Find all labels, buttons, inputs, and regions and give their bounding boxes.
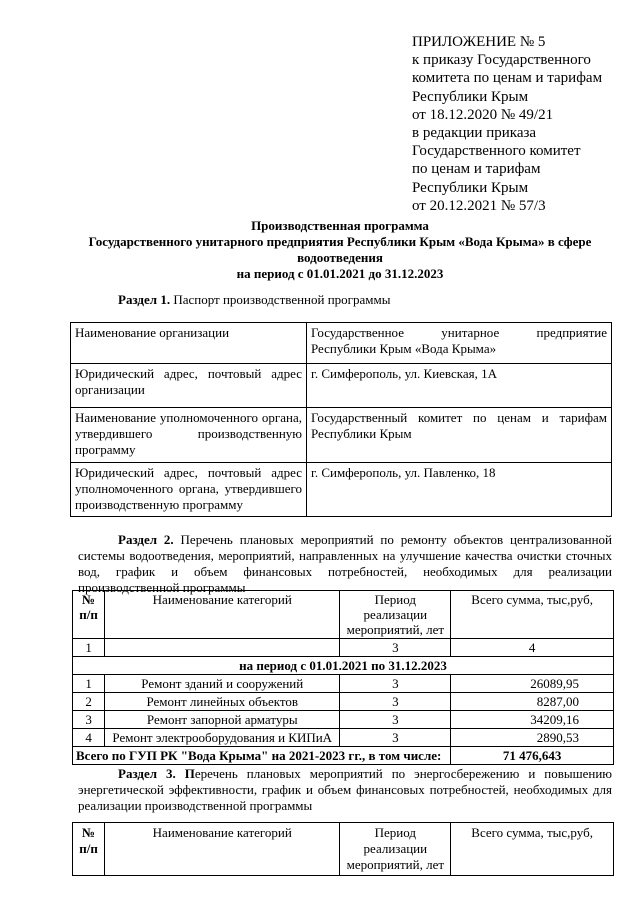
table-period-row [73,657,614,675]
header-name: Наименование категорий [105,591,340,639]
row-period: 3 [340,675,451,693]
row-name: Ремонт зданий и сооружений [105,675,340,693]
row-name: Ремонт электрооборудования и КИПиА [105,729,340,747]
row-name: Ремонт линейных объектов [105,693,340,711]
passport-value-cell: Государственное унитарное предприятие Республики Крым «Вода Крыма» [307,323,612,364]
program-period: на период с 01.01.2021 до 31.12.2023 [236,266,444,281]
annex-line: в редакции приказа [412,125,537,142]
section3-text: еречень плановых мероприятий по энергосбережению и повышению энергетической эффективности, график и объем финансовых потребностей, необходимых для реализации производственной программы [78,766,612,813]
passport-name-cell: Наименование уполномоченного органа, утвердившего производственную программу [71,408,307,463]
row-name: Ремонт запорной арматуры [105,711,340,729]
table-header-row [73,591,614,639]
section3-label: Раздел 3. [118,766,176,781]
repair-plan-table [72,590,614,765]
table-index-row [73,639,614,657]
header-sum: Всего сумма, тыс,руб, [451,823,614,876]
passport-table [70,322,612,517]
total-label: Всего по ГУП РК "Вода Крыма" на 2021-2023 гг., в том числе: [73,747,451,765]
section2-text: Перечень плановых мероприятий по ремонту объектов централизованной системы водоотведения, мероприятий, направленных на улучшение качества очистки сточных вод, график и объем финансовых потребностей, необходимых для реализации производственной программы [78,532,613,595]
passport-value-cell: г. Симферополь, ул. Киевская, 1А [307,364,612,408]
header-num: № п/п [73,823,105,876]
header-sum: Всего сумма, тыс,руб, [451,591,614,639]
annex-line: Государственного комитет [412,143,581,160]
program-title: Производственная программа [251,218,429,233]
section2-heading [78,532,612,596]
row-sum: 8287,00 [451,693,614,711]
header-period: Период реализации мероприятий, лет [340,591,451,639]
section1-label: Раздел 1. [118,292,171,307]
total-value: 71 476,643 [451,747,614,765]
row-sum: 2890,53 [451,729,614,747]
annex-line: ПРИЛОЖЕНИЕ № 5 [412,34,546,50]
table-row [73,693,614,711]
passport-name-cell: Юридический адрес, почтовый адрес организации [71,364,307,408]
row-num: 1 [73,675,105,693]
program-subtitle: Государственного унитарного предприятия Республики Крым «Вода Крыма» в сфере водоотведения [88,234,592,265]
section2-label: Раздел 2. [118,532,174,547]
annex-line: Республики Крым [412,179,529,196]
program-heading [70,218,610,282]
period-cell: на период с 01.01.2021 по 31.12.2023 [73,657,614,675]
annex-line: к приказу Государственного [412,52,591,69]
row-num: 4 [73,729,105,747]
index-period: 3 [340,639,451,657]
table-row [73,729,614,747]
section3-first-letter: П [184,766,195,781]
annex-line: комитета по ценам и тарифам [412,70,603,87]
row-num: 3 [73,711,105,729]
annex-line: Республики Крым [412,88,529,105]
table-row [71,323,612,364]
header-num: № п/п [73,591,105,639]
row-sum: 34209,16 [451,711,614,729]
annex-line: от 18.12.2020 № 49/21 [412,106,554,123]
table-row [73,711,614,729]
table-header-row [73,823,614,876]
passport-name-cell: Наименование организации [71,323,307,364]
passport-value-cell: г. Симферополь, ул. Павленко, 18 [307,463,612,517]
section3-heading [78,766,612,814]
passport-name-cell: Юридический адрес, почтовый адрес уполномоченного органа, утвердившего производственную программу [71,463,307,517]
table-row [73,675,614,693]
row-period: 3 [340,693,451,711]
annex-line: по ценам и тарифам [412,161,541,178]
header-period: Период реализации мероприятий, лет [340,823,451,876]
annex-block [412,33,632,215]
row-sum: 26089,95 [451,675,614,693]
row-period: 3 [340,711,451,729]
annex-line: от 20.12.2021 № 57/3 [412,197,546,214]
row-period: 3 [340,729,451,747]
passport-value-cell: Государственный комитет по ценам и тарифам Республики Крым [307,408,612,463]
section1-heading [118,292,578,308]
index-name [105,639,340,657]
header-name: Наименование категорий [105,823,340,876]
index-num: 1 [73,639,105,657]
index-sum: 4 [451,639,614,657]
table-row [71,364,612,408]
table-row [71,463,612,517]
section1-text: Паспорт производственной программы [173,292,391,307]
table-row [71,408,612,463]
energy-plan-table [72,822,614,876]
row-num: 2 [73,693,105,711]
table-total-row [73,747,614,765]
